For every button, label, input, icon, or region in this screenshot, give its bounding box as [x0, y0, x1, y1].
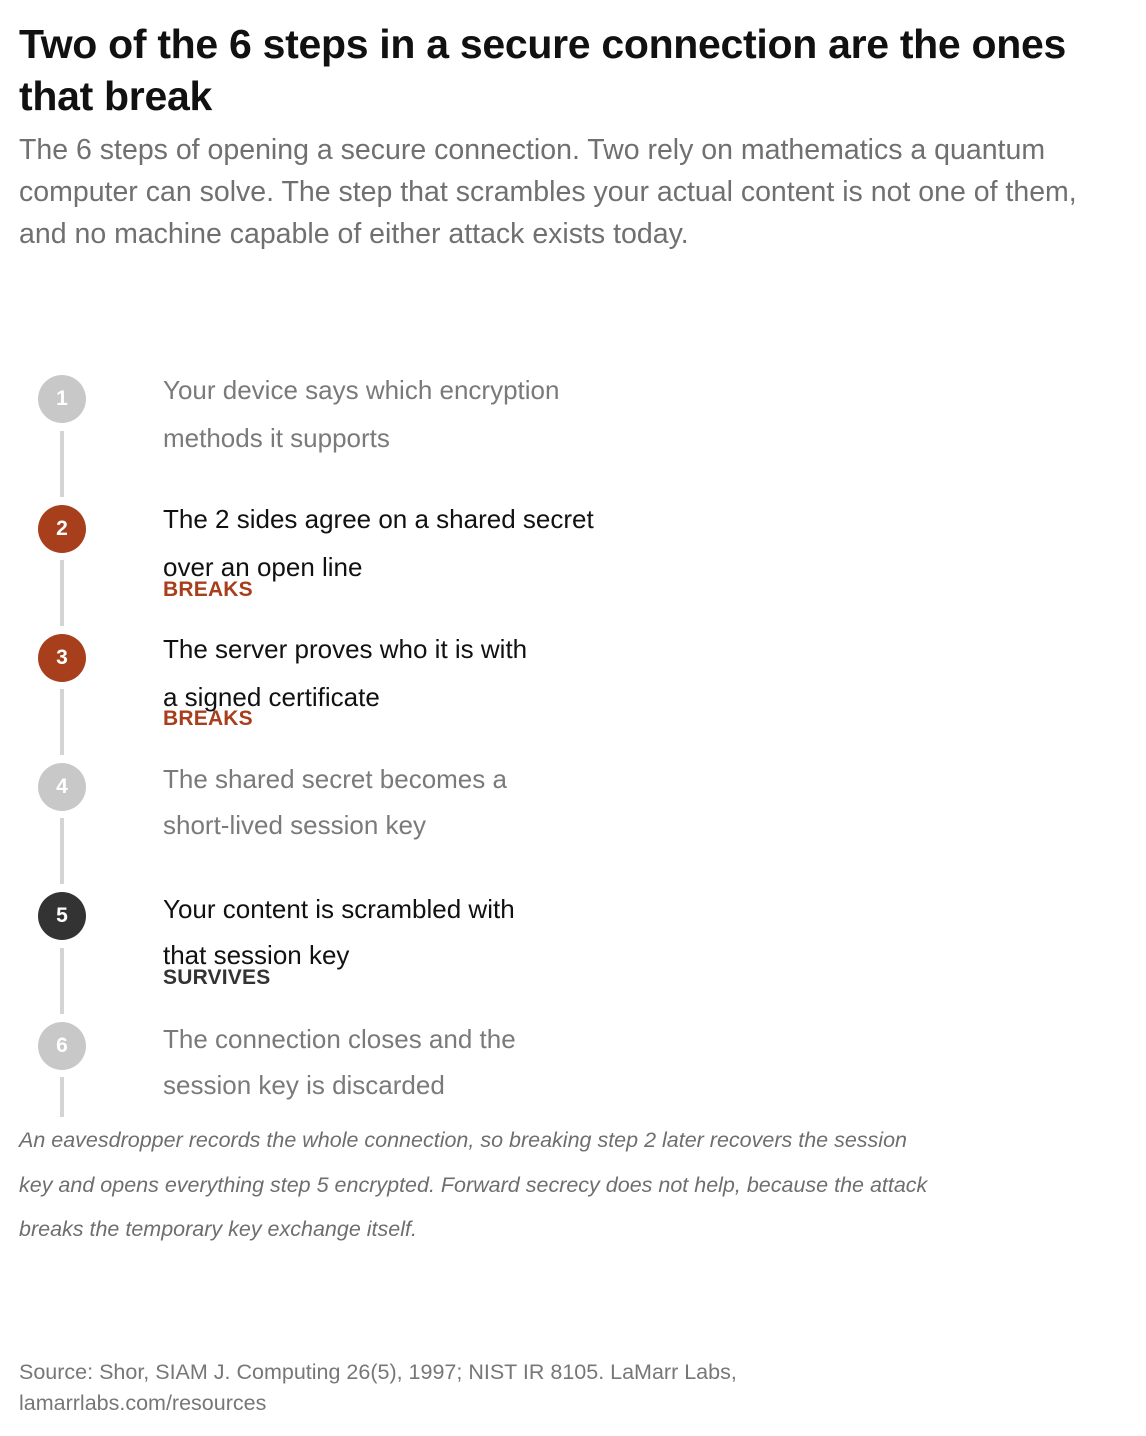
step-connector: [60, 431, 64, 497]
step-6-text: [163, 1016, 723, 1108]
source-credit: Source: Shor, SIAM J. Computing 26(5), 1997; NIST IR 8105. LaMarr Labs, lamarrlabs.com/resources: [19, 1360, 737, 1415]
chart-subtitle: The 6 steps of opening a secure connection. Two rely on mathematics a quantum computer can solve. The step that scrambles your actual content is not one of them, and no machine capable of either attack exists today.: [19, 134, 1077, 250]
step-3-circle: [38, 634, 86, 682]
annotation-note: An eavesdropper records the whole connection, so breaking step 2 later recovers the session key and opens everything step 5 encrypted. Forward secrecy does not help, because the attack breaks the temporary key exchange itself.: [19, 1128, 928, 1241]
step-description-line: The shared secret becomes a: [163, 764, 507, 794]
step-4-circle: [38, 763, 86, 811]
step-description-line: The connection closes and the: [163, 1024, 516, 1054]
step-description-line: a signed certificate: [163, 682, 380, 712]
step-description-line: methods it supports: [163, 423, 390, 453]
chart-title: Two of the 6 steps in a secure connection are the ones that break: [19, 21, 1067, 119]
step-5-text: [163, 886, 723, 978]
step-number: 3: [56, 646, 68, 669]
step-1-text: [163, 366, 723, 462]
step-6-circle: [38, 1022, 86, 1070]
step-5-circle: [38, 892, 86, 940]
step-1-circle: [38, 375, 86, 423]
step-description-line: Your content is scrambled with: [163, 894, 515, 924]
step-description-line: Your device says which encryption: [163, 375, 560, 405]
step-connector: [60, 948, 64, 1014]
step-number: 1: [56, 387, 68, 410]
step-connector: [60, 1077, 64, 1117]
step-3-verdict-badge: BREAKS: [163, 707, 253, 730]
step-number: 6: [56, 1034, 68, 1057]
step-description-line: over an open line: [163, 552, 363, 582]
step-description-line: The 2 sides agree on a shared secret: [163, 504, 594, 534]
step-connector: [60, 689, 64, 755]
step-2-text: [163, 495, 723, 591]
step-description-line: that session key: [163, 940, 350, 970]
step-4-text: [163, 756, 723, 848]
step-number: 5: [56, 904, 68, 927]
step-2-verdict-badge: BREAKS: [163, 578, 253, 601]
step-description-line: The server proves who it is with: [163, 634, 528, 664]
step-description-line: short-lived session key: [163, 810, 426, 840]
step-connector: [60, 560, 64, 626]
step-5-verdict-badge: SURVIVES: [163, 966, 271, 989]
step-connector: [60, 818, 64, 884]
step-number: 2: [56, 517, 68, 540]
step-2-circle: [38, 505, 86, 553]
step-number: 4: [56, 775, 68, 798]
step-description-line: session key is discarded: [163, 1070, 445, 1100]
